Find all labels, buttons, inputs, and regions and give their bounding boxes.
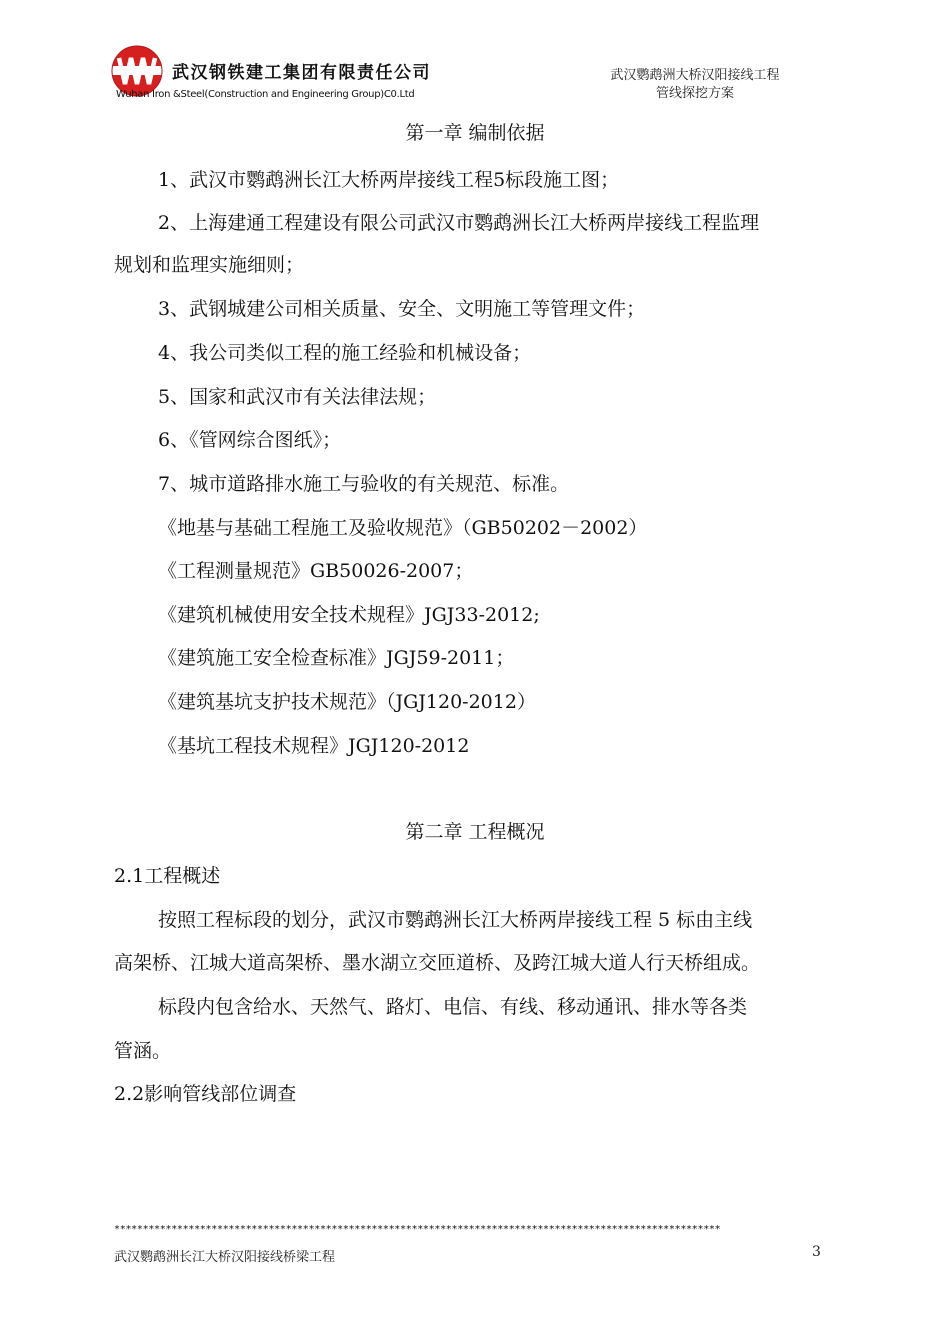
- standard-reference: 《工程测量规范》GB50026-2007；: [158, 560, 474, 582]
- footer-separator: **********************************************************************************************************: [114, 1224, 721, 1235]
- chapter2-title: 第二章 工程概况: [405, 821, 545, 843]
- standard-reference: 《建筑施工安全检查标准》JGJ59-2011；: [158, 647, 515, 669]
- standard-reference: 《建筑机械使用安全技术规程》JGJ33-2012;: [158, 604, 540, 626]
- company-name-en: Wuhan Iron &Steel(Construction and Engineering Group)C0.Ltd: [116, 89, 415, 100]
- basis-item: 4、我公司类似工程的施工经验和机械设备；: [158, 342, 532, 364]
- paragraph-line: 管涵。: [114, 1040, 172, 1062]
- footer-project-name: 武汉鹦鹉洲长江大桥汉阳接线桥梁工程: [114, 1250, 336, 1265]
- basis-item: 1、武汉市鹦鹉洲长江大桥两岸接线工程5标段施工图；: [158, 169, 620, 191]
- basis-item: 5、国家和武汉市有关法律法规；: [158, 386, 437, 408]
- paragraph-line: 高架桥、江城大道高架桥、墨水湖立交匝道桥、及跨江城大道人行天桥组成。: [114, 952, 761, 974]
- chapter1-title: 第一章 编制依据: [405, 122, 545, 144]
- basis-item: 6、《管网综合图纸》；: [158, 429, 342, 451]
- page-number: 3: [812, 1244, 821, 1260]
- standard-reference: 《基坑工程技术规程》JGJ120-2012: [158, 735, 470, 757]
- standard-reference: 《地基与基础工程施工及验收规范》（GB50202－2002）: [158, 517, 648, 539]
- basis-item-continuation: 规划和监理实施细则；: [114, 254, 305, 276]
- basis-item: 7、城市道路排水施工与验收的有关规范、标准。: [158, 473, 570, 495]
- header-document-title: 管线探挖方案: [655, 86, 734, 101]
- company-name-cn: 武汉钢铁建工集团有限责任公司: [172, 63, 431, 83]
- section-heading: 2.1工程概述: [114, 865, 221, 887]
- section-heading: 2.2影响管线部位调查: [114, 1083, 297, 1105]
- paragraph-line: 标段内包含给水、天然气、路灯、电信、有线、移动通讯、排水等各类: [158, 996, 748, 1018]
- basis-item: 2、上海建通工程建设有限公司武汉市鹦鹉洲长江大桥两岸接线工程监理: [158, 212, 760, 234]
- paragraph-line: 按照工程标段的划分，武汉市鹦鹉洲长江大桥两岸接线工程 5 标由主线: [158, 909, 753, 931]
- header-project-name: 武汉鹦鹉洲大桥汉阳接线工程: [610, 68, 780, 83]
- standard-reference: 《建筑基坑支护技术规范》（JGJ120-2012）: [158, 691, 536, 713]
- basis-item: 3、武钢城建公司相关质量、安全、文明施工等管理文件；: [158, 298, 646, 320]
